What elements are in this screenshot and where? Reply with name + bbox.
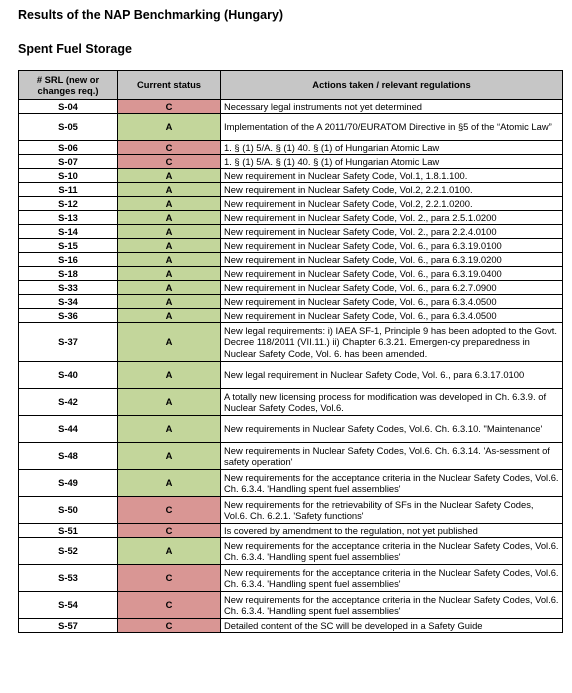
srl-cell: S-36 bbox=[19, 309, 118, 323]
table-row bbox=[19, 239, 563, 253]
table-row bbox=[19, 619, 563, 633]
table-row bbox=[19, 565, 563, 592]
table-row bbox=[19, 211, 563, 225]
srl-cell: S-15 bbox=[19, 239, 118, 253]
action-cell: New requirements for the acceptance criteria in the Nuclear Safety Codes, Vol.6. Ch. 6.3.4. 'Handling spent fuel assemblies' bbox=[221, 592, 563, 619]
srl-cell: S-51 bbox=[19, 524, 118, 538]
benchmark-table bbox=[18, 70, 563, 633]
srl-cell: S-42 bbox=[19, 389, 118, 416]
action-cell: New requirement in Nuclear Safety Code, Vol. 6., para 6.3.4.0500 bbox=[221, 309, 563, 323]
action-cell: New requirement in Nuclear Safety Code, Vol. 6., para 6.3.19.0200 bbox=[221, 253, 563, 267]
srl-cell: S-11 bbox=[19, 183, 118, 197]
status-cell: A bbox=[118, 169, 221, 183]
table-body bbox=[19, 100, 563, 633]
table-row bbox=[19, 389, 563, 416]
action-cell: New requirement in Nuclear Safety Code, Vol. 6., para 6.3.19.0400 bbox=[221, 267, 563, 281]
action-cell: Implementation of the A 2011/70/EURATOM Directive in §5 of the “Atomic Law” bbox=[221, 114, 563, 141]
status-cell: C bbox=[118, 619, 221, 633]
table-row bbox=[19, 114, 563, 141]
table-row bbox=[19, 416, 563, 443]
action-cell: New requirement in Nuclear Safety Code, Vol. 2., para 2.2.4.0100 bbox=[221, 225, 563, 239]
status-cell: C bbox=[118, 100, 221, 114]
page-title: Results of the NAP Benchmarking (Hungary) bbox=[18, 8, 284, 22]
action-cell: 1. § (1) 5/A. § (1) 40. § (1) of Hungarian Atomic Law bbox=[221, 141, 563, 155]
status-cell: A bbox=[118, 362, 221, 389]
action-cell: A totally new licensing process for modification was developed in Ch. 6.3.9. of Nuclear Safety Codes, Vol.6. bbox=[221, 389, 563, 416]
table-row bbox=[19, 281, 563, 295]
status-cell: A bbox=[118, 267, 221, 281]
table-row bbox=[19, 323, 563, 362]
table-row bbox=[19, 155, 563, 169]
srl-cell: S-34 bbox=[19, 295, 118, 309]
status-cell: A bbox=[118, 309, 221, 323]
srl-cell: S-06 bbox=[19, 141, 118, 155]
column-header-status: Current status bbox=[118, 71, 221, 100]
table-row bbox=[19, 253, 563, 267]
srl-cell: S-37 bbox=[19, 323, 118, 362]
action-cell: New requirements for the acceptance criteria in the Nuclear Safety Codes, Vol.6. Ch. 6.3.4. 'Handling spent fuel assemblies' bbox=[221, 470, 563, 497]
table-row bbox=[19, 362, 563, 389]
srl-cell: S-04 bbox=[19, 100, 118, 114]
action-cell: New requirements for the acceptance criteria in the Nuclear Safety Codes, Vol.6. Ch. 6.3.4. 'Handling spent fuel assemblies' bbox=[221, 538, 563, 565]
section-title: Spent Fuel Storage bbox=[18, 42, 132, 56]
srl-cell: S-18 bbox=[19, 267, 118, 281]
action-cell: New requirement in Nuclear Safety Code, Vol. 6., para 6.3.4.0500 bbox=[221, 295, 563, 309]
table-row bbox=[19, 592, 563, 619]
srl-cell: S-50 bbox=[19, 497, 118, 524]
srl-cell: S-53 bbox=[19, 565, 118, 592]
table-row bbox=[19, 183, 563, 197]
action-cell: Detailed content of the SC will be developed in a Safety Guide bbox=[221, 619, 563, 633]
action-cell: New requirement in Nuclear Safety Code, Vol.1, 1.8.1.100. bbox=[221, 169, 563, 183]
srl-cell: S-52 bbox=[19, 538, 118, 565]
srl-cell: S-14 bbox=[19, 225, 118, 239]
status-cell: C bbox=[118, 524, 221, 538]
action-cell: Is covered by amendment to the regulation, not yet published bbox=[221, 524, 563, 538]
srl-cell: S-05 bbox=[19, 114, 118, 141]
status-cell: A bbox=[118, 225, 221, 239]
action-cell: New requirements in Nuclear Safety Codes, Vol.6. Ch. 6.3.14. 'As-sessment of safety operation' bbox=[221, 443, 563, 470]
status-cell: A bbox=[118, 281, 221, 295]
status-cell: C bbox=[118, 141, 221, 155]
table-row bbox=[19, 524, 563, 538]
table-row bbox=[19, 141, 563, 155]
status-cell: A bbox=[118, 538, 221, 565]
action-cell: New requirement in Nuclear Safety Code, Vol. 2., para 2.5.1.0200 bbox=[221, 211, 563, 225]
table-row bbox=[19, 470, 563, 497]
action-cell: New requirement in Nuclear Safety Code, Vol. 6., para 6.2.7.0900 bbox=[221, 281, 563, 295]
status-cell: A bbox=[118, 323, 221, 362]
srl-cell: S-07 bbox=[19, 155, 118, 169]
status-cell: A bbox=[118, 295, 221, 309]
table-row bbox=[19, 100, 563, 114]
table-row bbox=[19, 197, 563, 211]
srl-cell: S-13 bbox=[19, 211, 118, 225]
table-row bbox=[19, 443, 563, 470]
srl-cell: S-54 bbox=[19, 592, 118, 619]
status-cell: A bbox=[118, 114, 221, 141]
action-cell: New legal requirements: i) IAEA SF-1, Principle 9 has been adopted to the Govt. Decree 118/2011 (VII.11.) ii) Chapter 6.3.21. Emergen-cy preparedness in Nuclear Safety Code, Vol. 6. has been amended. bbox=[221, 323, 563, 362]
table-row bbox=[19, 169, 563, 183]
table-row bbox=[19, 497, 563, 524]
action-cell: New legal requirement in Nuclear Safety Code, Vol. 6., para 6.3.17.0100 bbox=[221, 362, 563, 389]
action-cell: Necessary legal instruments not yet determined bbox=[221, 100, 563, 114]
srl-cell: S-57 bbox=[19, 619, 118, 633]
column-header-srl: # SRL (new or changes req.) bbox=[19, 71, 118, 100]
srl-cell: S-48 bbox=[19, 443, 118, 470]
status-cell: A bbox=[118, 443, 221, 470]
srl-cell: S-40 bbox=[19, 362, 118, 389]
action-cell: 1. § (1) 5/A. § (1) 40. § (1) of Hungarian Atomic Law bbox=[221, 155, 563, 169]
status-cell: C bbox=[118, 565, 221, 592]
table-header-row bbox=[19, 71, 563, 100]
table-row bbox=[19, 309, 563, 323]
srl-cell: S-49 bbox=[19, 470, 118, 497]
status-cell: A bbox=[118, 239, 221, 253]
action-cell: New requirement in Nuclear Safety Code, Vol.2, 2.2.1.0200. bbox=[221, 197, 563, 211]
status-cell: C bbox=[118, 155, 221, 169]
action-cell: New requirement in Nuclear Safety Code, Vol.2, 2.2.1.0100. bbox=[221, 183, 563, 197]
table-row bbox=[19, 538, 563, 565]
status-cell: A bbox=[118, 416, 221, 443]
column-header-actions: Actions taken / relevant regulations bbox=[221, 71, 563, 100]
table-row bbox=[19, 225, 563, 239]
action-cell: New requirements for the acceptance criteria in the Nuclear Safety Codes, Vol.6. Ch. 6.3.4. 'Handling spent fuel assemblies' bbox=[221, 565, 563, 592]
action-cell: New requirement in Nuclear Safety Code, Vol. 6., para 6.3.19.0100 bbox=[221, 239, 563, 253]
status-cell: A bbox=[118, 211, 221, 225]
status-cell: A bbox=[118, 470, 221, 497]
action-cell: New requirements for the retrievability of SFs in the Nuclear Safety Codes, Vol.6. Ch. 6.2.1. 'Safety functions' bbox=[221, 497, 563, 524]
status-cell: A bbox=[118, 183, 221, 197]
srl-cell: S-10 bbox=[19, 169, 118, 183]
status-cell: A bbox=[118, 253, 221, 267]
table-row bbox=[19, 295, 563, 309]
action-cell: New requirements in Nuclear Safety Codes, Vol.6. Ch. 6.3.10. "Maintenance' bbox=[221, 416, 563, 443]
srl-cell: S-44 bbox=[19, 416, 118, 443]
srl-cell: S-33 bbox=[19, 281, 118, 295]
srl-cell: S-12 bbox=[19, 197, 118, 211]
table-row bbox=[19, 267, 563, 281]
status-cell: C bbox=[118, 497, 221, 524]
status-cell: A bbox=[118, 197, 221, 211]
status-cell: C bbox=[118, 592, 221, 619]
srl-cell: S-16 bbox=[19, 253, 118, 267]
status-cell: A bbox=[118, 389, 221, 416]
